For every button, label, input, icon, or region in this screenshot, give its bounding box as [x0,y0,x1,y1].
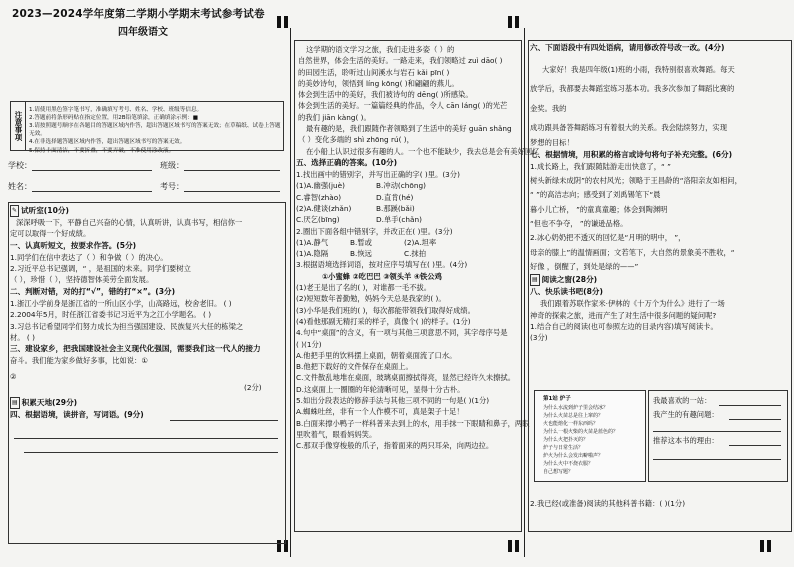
reading-line: 我们跟着苏联作家米·伊林的《十万个为什么》进行了一场 [540,299,725,309]
toc-item: 炉子与日常生活？ [543,445,584,451]
reading-line: (3分) [530,333,548,343]
school-label: 学校： [8,161,32,170]
fill-line[interactable]: (2)短短数年普勤勉，妈妈今天总是我家的( )。 [296,294,446,304]
paragraph-line[interactable]: 大家好！我是四年级(1)班的小雨，我特别很喜欢舞蹈。每天 [542,65,735,75]
answer-line[interactable] [170,420,278,421]
judge-1[interactable]: 1.浙江小学前身是浙江省的一所山区小学，山高路远，校舍老旧。 ( ) [10,298,232,308]
question-5: 5.如出分段表达的修辞手法与其他三项不同的一句是( )(1分) [296,396,490,406]
fold-line-1 [290,28,291,557]
option[interactable]: D.这桌面上一圈圈的年轮清晰可见，显得十分古朴。 [296,384,465,394]
option-row[interactable] [292,203,520,214]
option[interactable]: (2)A.坦率 [404,237,437,247]
reading-heading [528,274,790,286]
judge-2[interactable]: 2.2004年5月，时任浙江省委书记习近平为之江小学题名。 ( ) [10,310,212,320]
fill-line[interactable]: (4)看他那副无精打采的样子，真像个( )的样子。(1分) [296,316,471,326]
reading-line: 神奇的探索之旅，进而产生了对生活中很多问题的疑问呢? [530,310,717,320]
question-other-books[interactable]: 2.我已经(或准备)阅读的其他科普书籍：( )(1分) [530,499,686,508]
section-6-heading: 六、下面语段中有四处语病，请用修改符号改一改。(4分) [530,43,725,52]
binding-mark [515,16,519,28]
book-toc [534,390,646,482]
toc-item: 为什么火中不烧衣服？ [543,461,594,467]
question-4: 4.句中“桌面”的含义，有一项与其他三项意思不同，其字母序号是 [296,328,508,338]
option[interactable]: C.厌乞(bīng) [296,215,340,225]
answer-line[interactable] [14,438,278,439]
passage-line[interactable]: 的美妙诗句，领悟到 líng kōng( )和翩翩的燕儿。 [298,78,459,88]
exam-no-label: 考号： [160,182,184,191]
passage-line[interactable]: 这学期的语文学习之旅，我们走进多姿（ ）的 [306,45,455,54]
question-1: 1.找出画中的错别字，并写出正确的字( )里。(3分) [296,170,460,180]
column-2 [292,44,540,545]
option[interactable]: A.他把手里的饮料摆上桌面，朝着桌面流了口水。 [296,350,457,360]
option-cont[interactable]: 里吹着气，眼看妈妈笑。 [296,429,377,439]
binding-mark [277,16,281,28]
notice-items [29,106,283,155]
fill-line[interactable]: (1)老王是出了名的( )，对谁都一毛不拔。 [296,283,432,293]
reading-card [648,390,788,482]
notice-label: 注意事项 [11,102,26,150]
fill-line[interactable]: “但也不争夺， ”的谦逊品格。 [530,218,628,228]
toc-item: 为什么一根火柴的火苗是蓝色的？ [543,429,619,435]
question-2-cont[interactable]: （ ），珍惜（ ），坚持德智体美劳全面发展。 [10,275,154,285]
option[interactable]: B.恢远 [350,249,372,259]
section-4-heading: 四、根据语境，读拼音，写词语。(9分) [10,410,144,420]
notice-item: 1.请使用黑色签字笔书写，准确填写考号、姓名、学校、班级等信息。 [29,107,203,113]
judge-3-cont[interactable]: 材。 ( ) [10,332,35,342]
name-field[interactable] [32,191,152,192]
option-row[interactable] [292,180,520,191]
section-3-cont[interactable]: 奋斗。我们能为家乡做好多事，比如说：① [10,356,148,366]
passage-line[interactable]: 的我们 jiān kàng( )。 [298,112,371,122]
toc-item: 炉火为什么会发出噼啪声？ [543,453,604,459]
card-question: 我产生的有趣问题： [653,410,719,419]
class-label: 班级： [160,161,184,170]
class-field[interactable] [184,170,280,171]
word-choices: ①小蜜蜂 ②吃巴巴 ③领头羊 ④铁公鸡 [322,271,442,281]
exam-subtitle: 四年级语文 [118,27,168,38]
paragraph-line[interactable]: 放学后，我都要去舞蹈室练习基本功。我多次参加了舞蹈比赛的 [530,84,735,94]
notice-item: 5.保持卡面清洁，不要折叠，不要弄破，不准使用涂改液。 [29,147,175,154]
option[interactable]: (1)A.隐隔 [296,249,329,259]
option[interactable]: C.睿智(zhào) [296,192,342,202]
card-favorite: 我最喜欢的一站： [653,396,712,405]
option[interactable]: A.蜘蛛吐丝，非有一个人作模不可，真是架子十足！ [296,407,464,417]
question-4-answer[interactable]: ( )(1分) [296,339,322,349]
fill-line[interactable]: 1.成长路上，我们跟随陆游走出快意了，“ ” [530,161,671,171]
passage-line[interactable]: 体会到生活中的美好，我们被诗句的 dēng( )所感染。 [298,90,473,100]
notice-item: 2.答题前将条形码贴在指定位置，用2B铅笔填涂，正确填涂示例：■ [29,115,199,122]
question-3: 3.根据语境选择词语，按对应序号填写在( )里。(4分) [296,260,468,270]
option[interactable]: B.暂或 [350,237,372,247]
section-2-heading: 二、判断对错，对的打“√”，错的打“×”。(3分) [10,286,176,296]
passage-line[interactable]: 自然世界，体会生活的美好。一路走来，我们领略过 zuì dāo( ) [298,56,503,66]
section-5-heading: 五、选择正确的答案。(10分) [296,157,398,167]
option[interactable]: C.那双手像穿梭般的爪子，指着面来的两只耳朵，向两边拉。 [296,441,494,451]
exam-title: 2023—2024学年度第二学期小学期末考试参考试卷 [12,8,265,20]
fill-line[interactable]: 暮小儿亡桥， ”的童真童趣；体会到陶渊明 [530,204,668,214]
toc-item: 火也能熔化一样东西吗？ [543,421,599,427]
toc-title: 第1站 炉子 [543,396,571,402]
points: (2分) [244,382,262,392]
notice-item: 4.在非选择题答题区域内作答，超出答题区域书写的答案无效。 [29,139,186,146]
fill-line[interactable]: (3)小华是我们班的( )，每次都能带领我们取得好成绩。 [296,305,475,315]
option-row[interactable] [292,214,520,225]
option[interactable]: D.单手(chǎn) [376,215,422,225]
toc-item: 自己想写题？ [543,469,574,475]
option[interactable]: B.冲动(chōng) [376,181,426,191]
fold-line-2 [524,28,525,557]
question-2[interactable]: 2.习近平总书记强调，“ ，是祖国的未来。同学们要树立 [10,264,191,274]
card-question-field[interactable] [729,419,781,420]
paragraph-line[interactable]: 梦想的目标！ [530,138,574,148]
option[interactable]: C.文件散乱地堆在桌面，玻璃桌面擦拭得亮，显然已经许久未擦拭。 [296,373,516,383]
reading-heading-text: 阅读之窗(28分) [541,275,598,285]
option[interactable]: (1)A.静气 [296,237,329,247]
section-7-heading: 七、根据情境，用积累的格言或诗句将句子补充完整。(6分) [530,149,733,159]
option[interactable]: (1)A.幽强(juè) [296,181,345,191]
toc-item: 为什么火苗总是往上窜的？ [543,413,604,419]
judge-3[interactable]: 3.习总书记希望同学们努力成长为担当强国建设、民族复兴大任的栋梁之 [10,321,244,331]
school-field[interactable] [32,170,152,171]
toc-item: 为什么火把扑灭的？ [543,437,589,443]
trial-heading [4,205,288,217]
answer-2[interactable]: ② [10,371,17,381]
intro-line: 定可以取得一个好成绩。 [10,229,91,239]
option-row[interactable] [292,237,520,248]
notice-item: 3.请按照题号顺序在各题目的答题区域内作答，超出答题区域书写的答案无效；在草稿纸、试卷上答题无效。 [29,123,281,138]
toc-item: 为什么水流到炉子里会结冰？ [543,405,609,411]
binding-mark [284,16,288,28]
card-reason-field[interactable] [729,445,781,446]
fill-line[interactable]: “ ”的高洁志向；感受到了刘禹锡笔下“晨 [530,190,661,200]
card-reason-field[interactable] [653,459,781,460]
question-2: 2.圈出下面各组中错别字，并改正在( )里。(3分) [296,226,453,236]
passage-line[interactable]: 的田园生活，聆听过山间溪水与岩石 kǎi pīn( ) [298,67,450,77]
name-label: 姓名： [8,182,32,191]
passage-line: 在小船上认识过很多有趣的人。一个也不能缺少，我去总是会有美好回忆 [306,146,540,156]
card-favorite-field[interactable] [719,405,781,406]
fill-line[interactable]: 树头新绿未成阴”的农村风光；领略于王昌龄的“洛阳亲友如相问， [530,176,742,186]
column-1 [4,205,288,545]
option-row[interactable] [292,192,520,203]
option[interactable]: C.抹拍 [404,249,427,259]
passage-line[interactable]: 最有趣的是，我们跟随作者领略到了生活中的美好 guān shǎng [306,124,512,134]
card-question-field[interactable] [653,431,781,432]
section-1-heading: 一、认真听短文，按要求作答。(5分) [10,240,137,250]
trial-heading-text: 试听室(10分) [21,206,69,215]
binding-mark [508,16,512,28]
option[interactable]: B.白面来撑小鸭子一样科普来去到上的水，用手抹一下眼睛和鼻子，两眼 [296,418,530,428]
passage-line[interactable]: 体会到生活的美好。一篇篇经典的作品，令人 cān láng( )的光芒 [298,101,508,111]
accumulate-heading-text: 积累天地(29分) [21,398,78,408]
passage-line[interactable]: （ ）变化多端的 shì zhōng rú( )， [298,135,414,145]
paragraph-line[interactable]: 成功跟具备答舞蹈练习有着很大的关系。我会陆续努力，实现 [530,123,728,133]
option[interactable]: B.他把下载好的文件保存在桌面上。 [296,362,413,372]
section-8-heading: 八、快乐读书吧(8分) [530,287,603,297]
reading-line: 1.结合自己的阅读(也可参照左边的目录内容)填写阅读卡。 [530,322,718,332]
option[interactable]: (2)A.健谈(zhǎn) [296,204,352,213]
answer-line[interactable] [24,452,278,453]
book-icon: ▤ [530,274,540,286]
option[interactable]: B.那蹊(bǎi) [376,204,415,213]
paragraph-line[interactable]: 金奖。我的 [530,103,567,113]
question-1[interactable]: 1.同学们在信中表达了（ ）和争做（ ）的决心。 [10,252,168,262]
fill-line[interactable]: 2.冰心奶奶把不透灭的回忆是“月明的明中， ”， [530,233,686,243]
intro-line: 深深呼吸一下，平静自己兴奋的心情，认真听讲，认真书写，相信你一 [16,218,243,228]
section-3-heading: 三、建设家乡，把我国建设社会主义现代化强国，需要我们这一代人的接力 [10,344,261,354]
book-icon: ▤ [10,397,20,409]
fill-line[interactable]: 母亲的膝上”的温情画面；文若笔下，大自然的景象美不胜收，“ [530,247,735,257]
pencil-icon: ✎ [10,205,19,217]
exam-no-field[interactable] [184,191,280,192]
card-reason: 推荐这本书的理由： [653,436,719,445]
notice-box [10,101,284,154]
fill-line[interactable]: 好像 ，倒醒了，到处是绿的——” [530,261,639,271]
accumulate-heading [4,397,288,409]
option[interactable]: D.直肯(hé) [376,192,414,202]
option-row[interactable] [292,248,520,259]
